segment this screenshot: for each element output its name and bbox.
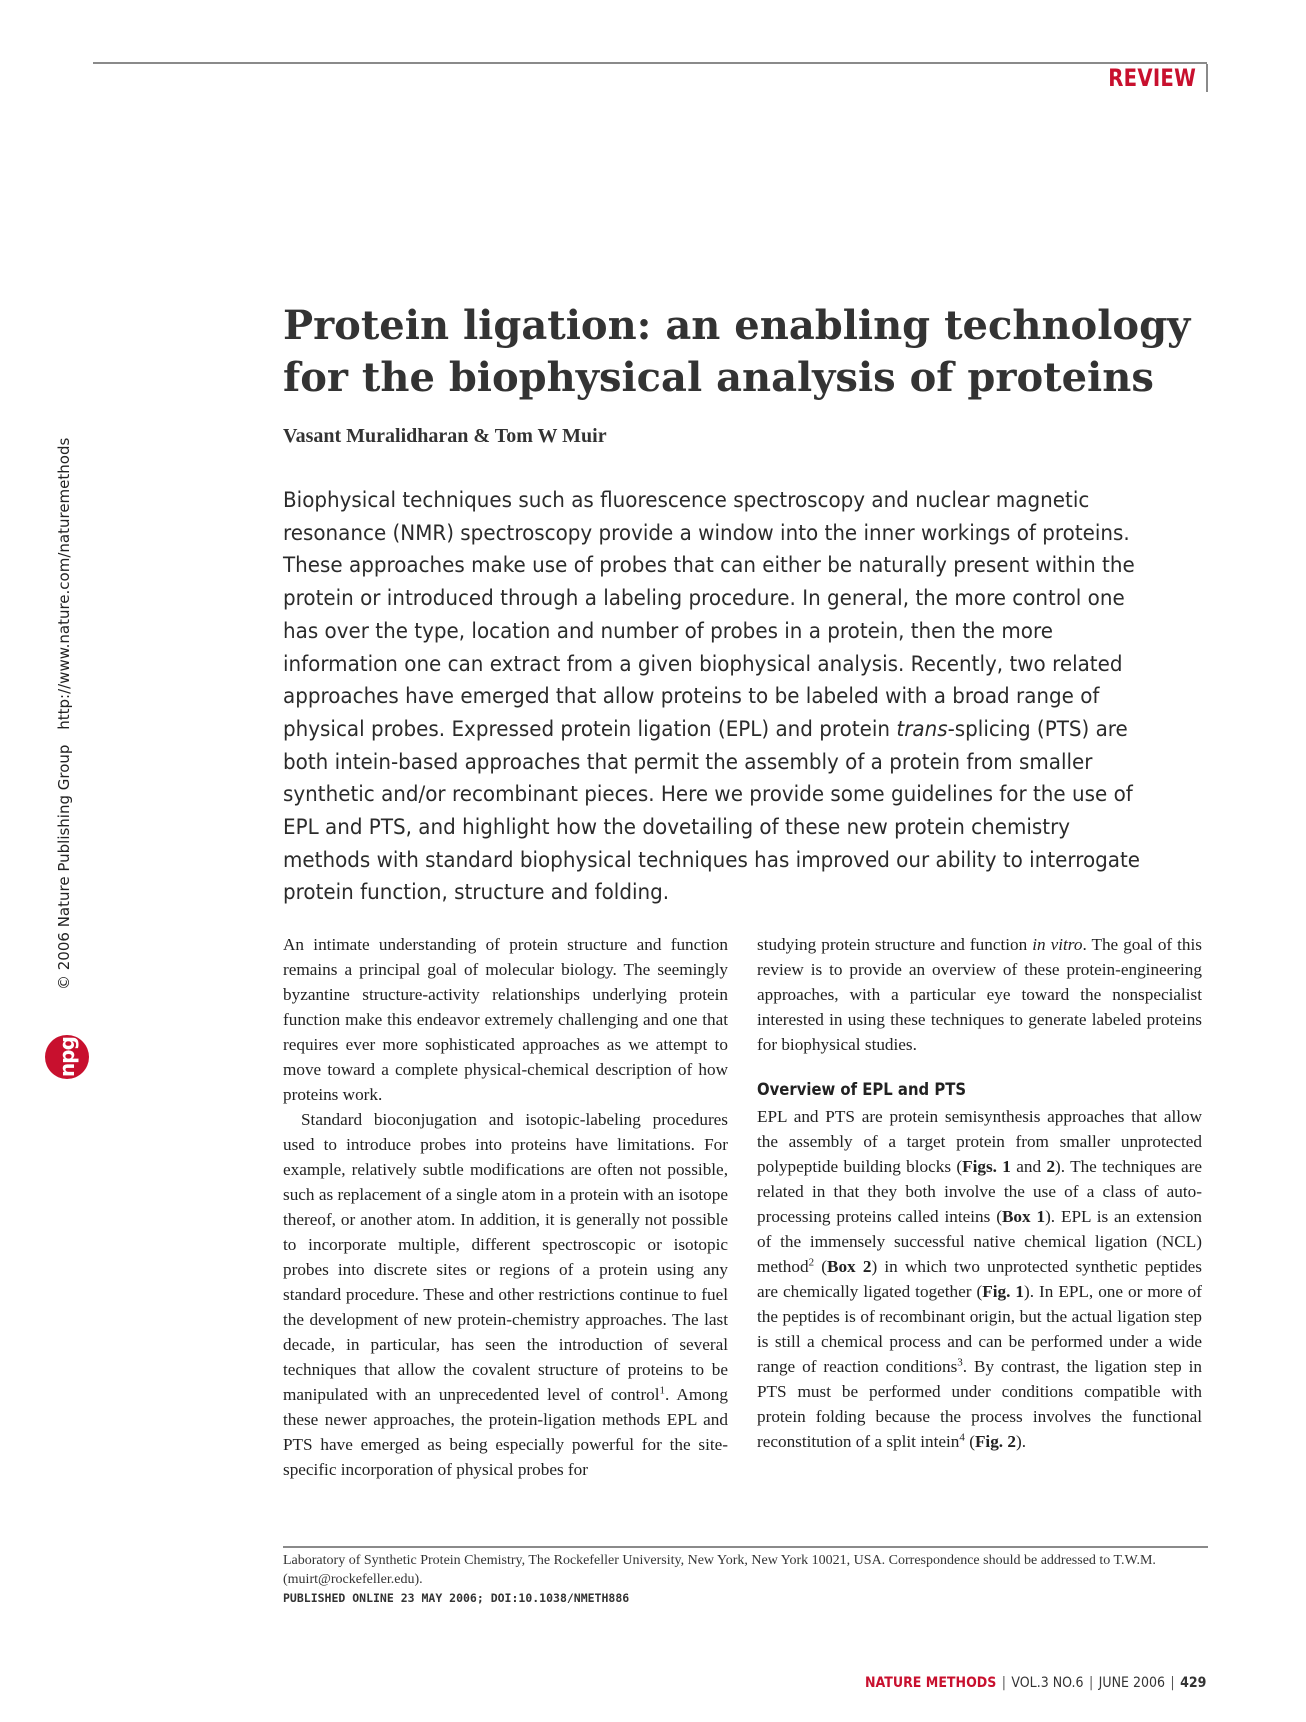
footer-separator: | (1088, 1675, 1093, 1691)
body-text: studying protein structure and function (757, 935, 1033, 954)
body-text: ). The techniques are related in that they both involve the use of a class of auto-processing proteins called inteins ( (757, 1157, 1202, 1226)
reference-superscript[interactable]: 3 (957, 1356, 963, 1369)
abstract-text-2: -splicing (PTS) are both intein-based approaches that permit the assembly of a protein from smaller synthetic and/or recombinant pieces. Here we provide some guidelines for the use of EPL and PTS, and highlight how the dovetailing of these new protein chemistry methods with standard biophysical techniques has improved our ability to interrogate protein function, structure and folding. (283, 716, 1141, 906)
npg-logo-text: npg (55, 1037, 79, 1077)
body-text: . By contrast, the ligation step in PTS must be performed under conditions compatible with protein folding because the process involves the functional reconstitution of a split intein (757, 1357, 1203, 1451)
page-number: 429 (1179, 1675, 1206, 1691)
body-column-left (283, 932, 728, 1482)
body-column-right (757, 932, 1202, 1454)
section-heading: Overview of EPL and PTS (757, 1080, 967, 1099)
body-text: . Among these newer approaches, the protein-ligation methods EPL and PTS have emerged as being especially powerful for the site-specific incorporation of physical probes for (283, 1385, 728, 1479)
body-paragraph (757, 932, 1202, 1057)
footnote-rule (283, 1546, 1208, 1548)
header-rule (93, 62, 1207, 64)
body-text: ). In EPL, one or more of the peptides is of recombinant origin, but the actual ligation step is still a chemical process and can be performed under a wide range of reaction conditions (757, 1282, 1202, 1376)
body-italic: in vitro (1032, 935, 1083, 954)
header-rule-tick (1206, 64, 1208, 92)
section-label: REVIEW (1108, 64, 1196, 92)
journal-date: JUNE 2006 (1098, 1675, 1165, 1691)
body-text: Standard bioconjugation and isotopic-labeling procedures used to introduce probes into proteins have limitations. For example, relatively subtle modifications are often not possible, such as replacement of a single atom in a protein with an isotope thereof, or another atom. In addition, it is generally not possible to incorporate multiple, different spectroscopic or isotopic probes into discrete sites or regions of a protein using any standard procedure. These and other restrictions continue to fuel the development of new protein-chemistry approaches. The last decade, in particular, has seen the introduction of several techniques that allow the covalent structure of proteins to be manipulated with an unprecedented level of control (283, 1110, 728, 1404)
abstract (283, 485, 1157, 910)
journal-volume: VOL.3 NO.6 (1010, 1675, 1084, 1691)
body-text: ) in which two unprotected synthetic peptides are chemically ligated together ( (757, 1257, 1202, 1301)
figure-ref-link[interactable]: Fig. 1 (982, 1282, 1024, 1301)
abstract-text-1: Biophysical techniques such as fluorescence spectroscopy and nuclear magnetic resonance (NMR) spectroscopy provide a window into the inner workings of proteins. These approaches make use of probes that can either be naturally present within the protein or introduced through a labeling procedure. In general, the more control one has over the type, location and number of probes in a protein, then the more information one can extract from a given biophysical analysis. Recently, two related approaches have emerged that allow proteins to be labeled with a broad range of physical probes. Expressed protein ligation (EPL) and protein (283, 488, 1135, 742)
published-doi-line: PUBLISHED ONLINE 23 MAY 2006; DOI:10.1038/NMETH886 (283, 1591, 630, 1605)
journal-footer (865, 1675, 1206, 1691)
abstract-italic-trans: trans (896, 716, 948, 742)
sidebar-url-link[interactable]: http://www.nature.com/naturemethods (55, 437, 73, 730)
reference-superscript[interactable]: 4 (959, 1431, 965, 1444)
npg-logo (45, 1035, 89, 1079)
body-text: and (1010, 1157, 1047, 1176)
body-text: ). EPL is an extension of the immensely successful native chemical ligation (NCL) method (757, 1207, 1203, 1276)
footer-separator: | (1001, 1675, 1006, 1691)
reference-superscript[interactable]: 2 (808, 1256, 815, 1269)
affiliation-footnote: Laboratory of Synthetic Protein Chemistry, The Rockefeller University, New York, New York 10021, USA. Correspondence should be addressed to T.W.M. (muirt@rockefeller.edu). (283, 1553, 1156, 1587)
footer-separator: | (1170, 1675, 1175, 1691)
body-text: ). (1016, 1432, 1027, 1451)
body-paragraph: An intimate understanding of protein structure and function remains a principal goal of molecular biology. The seemingly byzantine structure-activity relationships underlying protein function make this endeavor extremely challenging and one that requires ever more sophisticated approaches as we attempt to move toward a complete physical-chemical description of how proteins work. (283, 935, 728, 1104)
copyright-text: © 2006 Nature Publishing Group (55, 744, 73, 990)
body-text: ( (964, 1432, 975, 1451)
body-text: EPL and PTS are protein semisynthesis approaches that allow the assembly of a target protein from smaller unprotected polypeptide building blocks ( (757, 1107, 1202, 1176)
body-text: ( (814, 1257, 827, 1276)
body-paragraph (757, 1104, 1202, 1454)
sidebar-copyright (55, 437, 73, 990)
body-text: . The goal of this review is to provide an overview of these protein-engineering approaches, with a particular eye toward the nonspecialist interested in using these techniques to generate labeled proteins for biophysical studies. (757, 935, 1202, 1054)
box-ref-link[interactable]: Box 2 (827, 1257, 872, 1276)
figure-ref-link[interactable]: Figs. 1 (962, 1157, 1011, 1176)
reference-superscript[interactable]: 1 (659, 1384, 666, 1397)
figure-ref-link[interactable]: Fig. 2 (974, 1432, 1016, 1451)
box-ref-link[interactable]: Box 1 (1001, 1207, 1046, 1226)
article-title: Protein ligation: an enabling technology for the biophysical analysis of proteins (283, 302, 1191, 401)
figure-ref-link[interactable]: 2 (1046, 1157, 1056, 1176)
article-authors: Vasant Muralidharan & Tom W Muir (283, 425, 607, 447)
journal-name: NATURE METHODS (864, 1675, 996, 1691)
body-paragraph (283, 1107, 728, 1482)
